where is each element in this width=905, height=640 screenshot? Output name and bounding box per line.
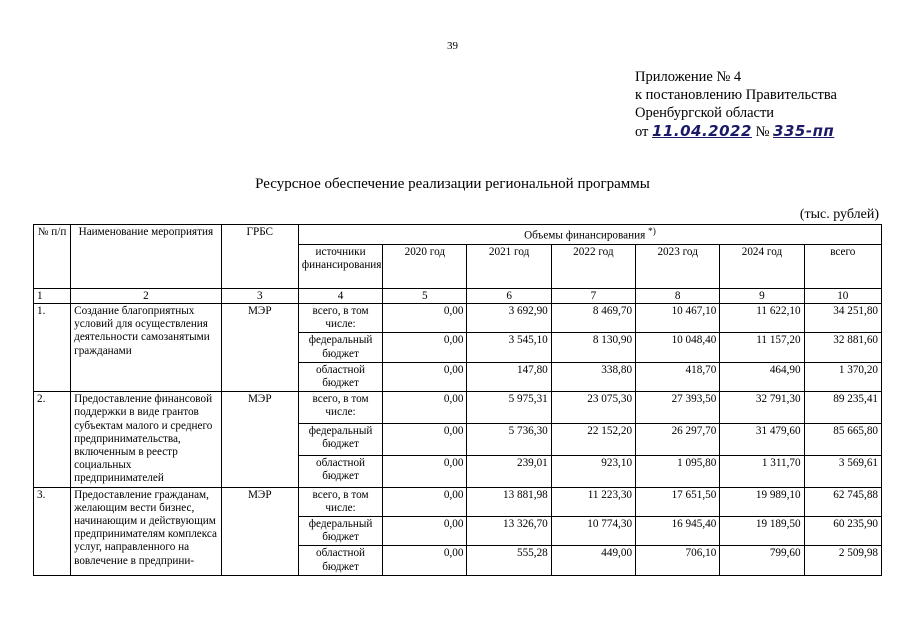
row-source: федеральный бюджет <box>298 333 382 362</box>
header-num: № п/п <box>34 225 71 289</box>
column-number: 4 <box>298 288 382 303</box>
appendix-line-4 <box>635 122 837 141</box>
number-label: № <box>755 124 770 140</box>
row-value: 10 048,40 <box>636 333 720 362</box>
column-number: 1 <box>34 288 71 303</box>
row-value: 0,00 <box>383 516 467 545</box>
header-volumes-footnote: *) <box>648 227 656 237</box>
row-value: 13 881,98 <box>467 487 551 516</box>
row-value: 13 326,70 <box>467 516 551 545</box>
table-row <box>34 487 882 516</box>
header-2022: 2022 год <box>551 244 635 288</box>
row-value: 32 881,60 <box>804 333 881 362</box>
row-source: областной бюджет <box>298 455 382 487</box>
header-2021: 2021 год <box>467 244 551 288</box>
row-value: 60 235,90 <box>804 516 881 545</box>
row-value: 19 189,50 <box>720 516 804 545</box>
row-value: 22 152,20 <box>551 423 635 455</box>
row-value: 923,10 <box>551 455 635 487</box>
row-value: 31 479,60 <box>720 423 804 455</box>
row-value: 5 736,30 <box>467 423 551 455</box>
row-value: 464,90 <box>720 362 804 391</box>
table-body <box>34 303 882 575</box>
row-value: 0,00 <box>383 487 467 516</box>
row-value: 449,00 <box>551 546 635 575</box>
row-source: федеральный бюджет <box>298 423 382 455</box>
row-value: 555,28 <box>467 546 551 575</box>
row-number: 2. <box>34 392 71 487</box>
column-number: 5 <box>383 288 467 303</box>
column-number: 3 <box>221 288 298 303</box>
table-row <box>34 303 882 332</box>
row-value: 0,00 <box>383 455 467 487</box>
row-value: 1 311,70 <box>720 455 804 487</box>
row-grbs: МЭР <box>221 392 298 487</box>
row-value: 338,80 <box>551 362 635 391</box>
row-value: 0,00 <box>383 423 467 455</box>
header-2024: 2024 год <box>720 244 804 288</box>
column-number: 9 <box>720 288 804 303</box>
row-value: 0,00 <box>383 333 467 362</box>
row-value: 11 223,30 <box>551 487 635 516</box>
row-value: 26 297,70 <box>636 423 720 455</box>
table-row <box>34 392 882 424</box>
column-number: 10 <box>804 288 881 303</box>
row-value: 10 467,10 <box>636 303 720 332</box>
header-2020: 2020 год <box>383 244 467 288</box>
page-number: 39 <box>447 40 458 52</box>
header-volumes <box>298 225 881 245</box>
row-value: 19 989,10 <box>720 487 804 516</box>
row-value: 32 791,30 <box>720 392 804 424</box>
row-source: всего, в том числе: <box>298 303 382 332</box>
row-value: 3 569,61 <box>804 455 881 487</box>
appendix-line-3: Оренбургской области <box>635 105 775 121</box>
from-label: от <box>635 124 649 140</box>
row-value: 1 370,20 <box>804 362 881 391</box>
row-value: 0,00 <box>383 546 467 575</box>
header-total: всего <box>804 244 881 288</box>
column-number-row <box>34 288 882 303</box>
column-number: 6 <box>467 288 551 303</box>
appendix-line-1: Приложение № 4 <box>635 69 742 85</box>
units-label: (тыс. рублей) <box>799 207 879 222</box>
row-value: 799,60 <box>720 546 804 575</box>
header-grbs: ГРБС <box>221 225 298 289</box>
row-name: Предоставление финансовой поддержки в виде грантов субъектам малого и среднего предпринимательства, включенным в реестр социальных предпринимателей <box>71 392 222 487</box>
row-value: 147,80 <box>467 362 551 391</box>
appendix-line-2: к постановлению Правительства <box>635 87 837 103</box>
row-value: 11 622,10 <box>720 303 804 332</box>
row-source: федеральный бюджет <box>298 516 382 545</box>
row-value: 418,70 <box>636 362 720 391</box>
row-value: 1 095,80 <box>636 455 720 487</box>
column-number: 8 <box>636 288 720 303</box>
header-name: Наименование мероприятия <box>71 225 222 289</box>
row-value: 11 157,20 <box>720 333 804 362</box>
row-number: 1. <box>34 303 71 391</box>
row-value: 0,00 <box>383 392 467 424</box>
row-source: всего, в том числе: <box>298 487 382 516</box>
row-source: всего, в том числе: <box>298 392 382 424</box>
row-value: 8 130,90 <box>551 333 635 362</box>
row-value: 0,00 <box>383 303 467 332</box>
row-value: 89 235,41 <box>804 392 881 424</box>
row-grbs: МЭР <box>221 487 298 575</box>
header-row-1 <box>34 225 882 245</box>
row-value: 34 251,80 <box>804 303 881 332</box>
row-name: Создание благоприятных условий для осуществления деятельности самозанятыми гражданами <box>71 303 222 391</box>
header-source: источники финансирования <box>298 244 382 288</box>
row-value: 17 651,50 <box>636 487 720 516</box>
row-value: 16 945,40 <box>636 516 720 545</box>
row-value: 5 975,31 <box>467 392 551 424</box>
header-volumes-text: Объемы финансирования <box>524 229 646 242</box>
row-grbs: МЭР <box>221 303 298 391</box>
row-value: 62 745,88 <box>804 487 881 516</box>
financing-table <box>33 224 882 576</box>
document-title: Ресурсное обеспечение реализации региональной программы <box>255 176 650 192</box>
row-source: областной бюджет <box>298 362 382 391</box>
appendix-block <box>635 68 837 141</box>
row-value: 2 509,98 <box>804 546 881 575</box>
column-number: 7 <box>551 288 635 303</box>
row-value: 0,00 <box>383 362 467 391</box>
row-value: 3 692,90 <box>467 303 551 332</box>
column-number: 2 <box>71 288 222 303</box>
row-value: 23 075,30 <box>551 392 635 424</box>
row-value: 706,10 <box>636 546 720 575</box>
header-2023: 2023 год <box>636 244 720 288</box>
row-value: 239,01 <box>467 455 551 487</box>
row-number: 3. <box>34 487 71 575</box>
row-source: областной бюджет <box>298 546 382 575</box>
handwritten-number: 335-пп <box>773 122 835 140</box>
row-value: 85 665,80 <box>804 423 881 455</box>
row-value: 10 774,30 <box>551 516 635 545</box>
row-value: 3 545,10 <box>467 333 551 362</box>
row-value: 27 393,50 <box>636 392 720 424</box>
handwritten-date: 11.04.2022 <box>652 122 752 140</box>
row-value: 8 469,70 <box>551 303 635 332</box>
row-name: Предоставление гражданам, желающим вести бизнес, начинающим и действующим предпринимателям комплекса услуг, направленного на вовлечение в предприни- <box>71 487 222 575</box>
